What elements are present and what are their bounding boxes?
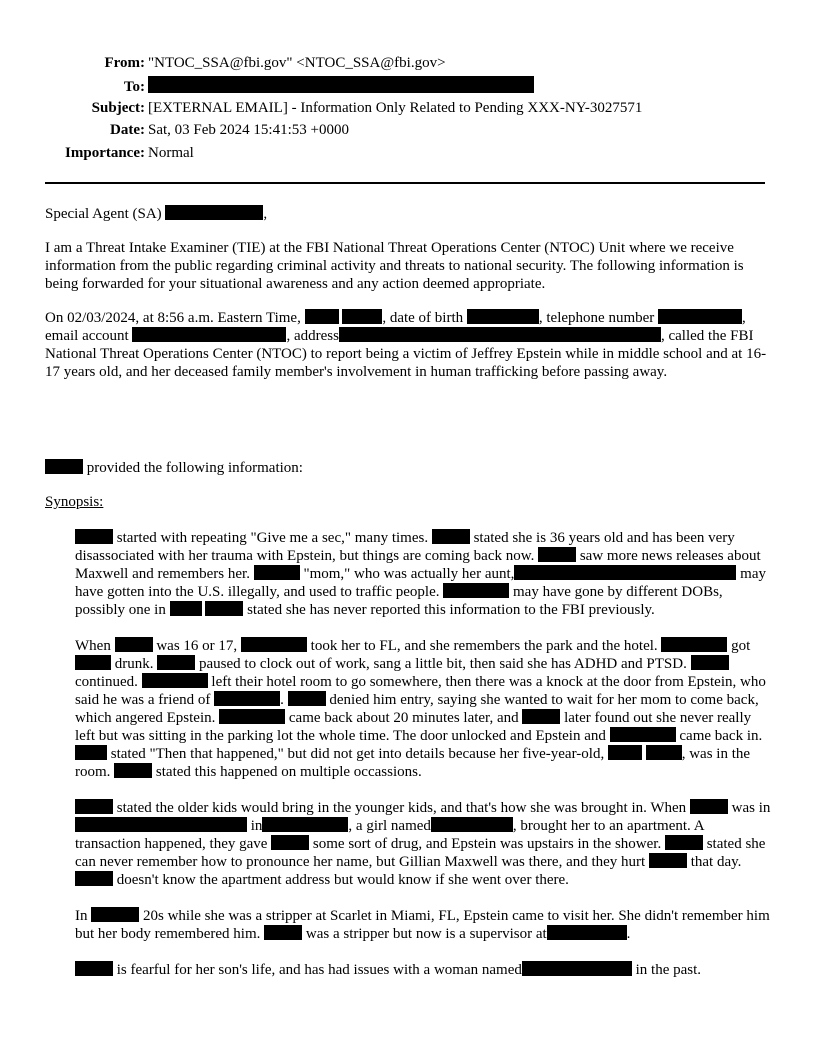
date-value: Sat, 03 Feb 2024 15:41:53 +0000 (148, 122, 349, 139)
redaction (305, 309, 339, 324)
redaction (75, 961, 113, 976)
redaction (271, 835, 309, 850)
redaction (264, 925, 302, 940)
redaction (661, 637, 727, 652)
redaction (262, 817, 348, 832)
provided-line: provided the following information: (45, 459, 773, 477)
redaction (165, 205, 263, 220)
redaction (342, 309, 382, 324)
to-label: To: (123, 79, 145, 96)
redaction (538, 547, 576, 562)
redaction (658, 309, 714, 324)
importance-label: Importance: (65, 144, 145, 161)
redaction (205, 601, 243, 616)
redaction (75, 745, 107, 760)
redaction (690, 799, 728, 814)
redaction (547, 925, 627, 940)
redaction (665, 835, 703, 850)
redaction (91, 907, 139, 922)
redaction (132, 327, 286, 342)
synopsis-paragraph-2: When was 16 or 17, took her to FL, and she remembers the park and the hotel. got drunk. paused to clock out of work, sang a little bit, then said she has ADHD and PTSD. continued. left their hotel room to go somewhere, then there was a knock at the door from Epstein, who said he was a friend of . denied him entry, saying she wanted to wait for her mom to come back, which angered Epstein. came back about 20 minutes later, and later found out she never really left but was sitting in the parking lot the whole time. The door unlocked and Epstein and came back in. stated "Then that happened," but did not get into details because her five-year-old, , was in the room. stated this happened on multiple occassions. (75, 638, 766, 780)
redaction (622, 565, 736, 580)
email-header (40, 54, 780, 166)
redaction (170, 601, 202, 616)
redaction (432, 529, 470, 544)
header-divider (45, 182, 765, 184)
to-value-redacted (148, 76, 534, 96)
redaction (691, 655, 729, 670)
subject-value: [EXTERNAL EMAIL] - Information Only Related to Pending XXX-NY-3027571 (148, 99, 643, 116)
importance-value: Normal (148, 144, 194, 161)
date-row (40, 121, 780, 143)
email-body (45, 205, 773, 979)
redaction (75, 871, 113, 886)
to-row (40, 76, 780, 98)
redaction (431, 817, 513, 832)
redaction (241, 637, 307, 652)
from-label: From: (104, 55, 145, 71)
subject-row (40, 99, 780, 121)
subject-label: Subject: (91, 99, 145, 116)
synopsis-paragraph-4: In 20s while she was a stripper at Scarlet in Miami, FL, Epstein came to visit her. She didn't remember him but her body remembered him. was a stripper but now is a supervisor at . (75, 908, 770, 942)
redaction (45, 459, 83, 474)
redaction (467, 309, 539, 324)
intro-paragraph: I am a Threat Intake Examiner (TIE) at the FBI National Threat Operations Center (NTOC) Unit where we receive information from the public regarding criminal activity and threats to national security. The following information is being forwarded for your situational awareness and any action deemed appropriate. (45, 240, 744, 292)
synopsis-paragraph-5: is fearful for her son's life, and has had issues with a woman named in the past. (45, 961, 773, 979)
redaction (219, 709, 285, 724)
redaction (649, 853, 687, 868)
redaction (288, 691, 326, 706)
redaction (142, 673, 208, 688)
redaction (75, 529, 113, 544)
redaction (522, 709, 560, 724)
date-label: Date: (110, 122, 145, 139)
redaction (608, 745, 642, 760)
from-value: "NTOC_SSA@fbi.gov" <NTOC_SSA@fbi.gov> (148, 55, 446, 71)
redaction (114, 763, 152, 778)
redaction (75, 655, 111, 670)
redaction (115, 637, 153, 652)
redaction (75, 799, 113, 814)
redaction (714, 309, 742, 324)
synopsis-heading: Synopsis: (45, 494, 104, 510)
synopsis-paragraph-1: started with repeating "Give me a sec," many times. stated she is 36 years old and has been very disassociated with her trauma with Epstein, but things are coming back now. saw more news releases about Maxwell and remembers her. "mom," who was actually her aunt, may have gotten into the U.S. illegally, and used to traffic people. may have gone by different DOBs, possibly one in stated she has never reported this information to the FBI previously. (75, 530, 766, 618)
redaction (443, 583, 509, 598)
greeting: Special Agent (SA) , (45, 206, 268, 222)
redaction (214, 691, 280, 706)
from-row (40, 54, 780, 76)
redaction (514, 565, 622, 580)
synopsis-paragraph-3: stated the older kids would bring in the younger kids, and that's how she was brought in. When was in in , a girl named , brought her to an apartment. A transaction happened, they gave some sort of drug, and Epstein was upstairs in the shower. stated she can never remember how to pronounce her name, but Gillian Maxwell was there, and they hurt that day. doesn't know the apartment address but would know if she went over there. (75, 800, 771, 888)
call-paragraph: On 02/03/2024, at 8:56 a.m. Eastern Time, , date of birth , telephone number , email account , address , called the FBI National Threat Operations Center (NTOC) to report being a victim of Jeffrey Epstein while in middle school and at 16-17 years old, and her deceased family member's involvement in human trafficking before passing away. (45, 310, 767, 380)
redaction (646, 745, 682, 760)
redaction (254, 565, 300, 580)
redaction (610, 727, 676, 742)
redaction (157, 655, 195, 670)
redaction (339, 327, 661, 342)
redaction (75, 817, 247, 832)
redaction (522, 961, 632, 976)
importance-row (40, 144, 780, 166)
